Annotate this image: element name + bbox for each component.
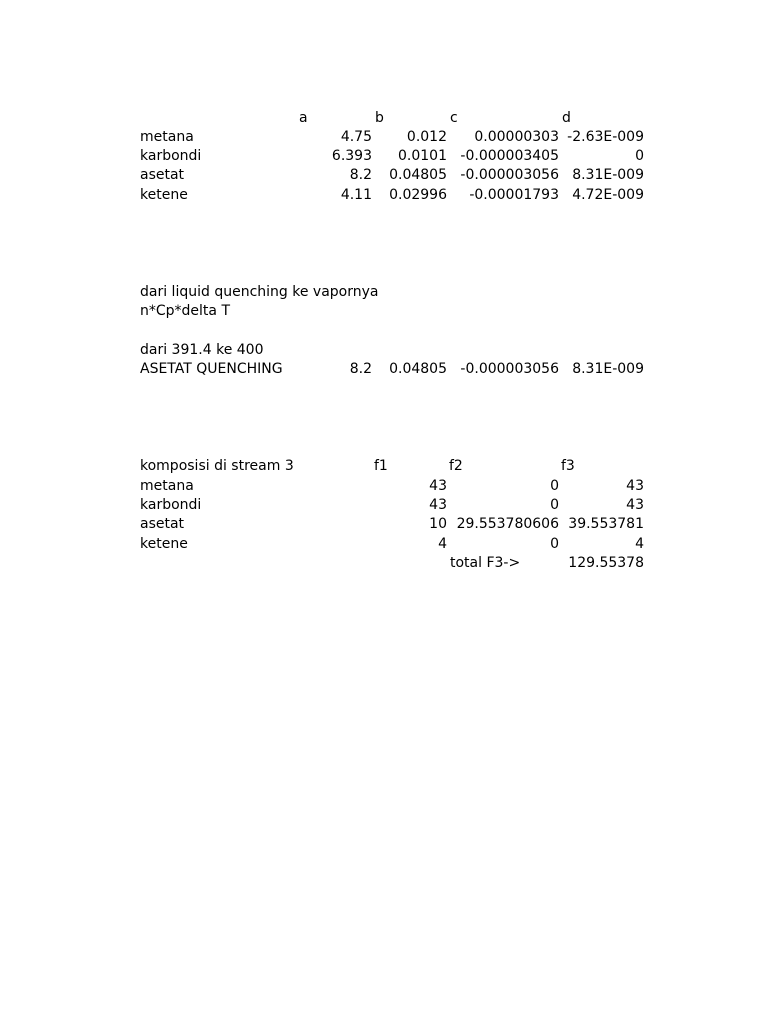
cell-f3: 4	[635, 536, 644, 552]
cell-c: 0.00000303	[474, 129, 559, 145]
note-line-3: dari 391.4 ke 400	[140, 342, 264, 358]
cell-a: 4.11	[340, 187, 372, 203]
header-c: c	[450, 110, 458, 126]
cell-c: -0.000003056	[460, 361, 559, 377]
cell-b: 0.02996	[389, 187, 447, 203]
cell-f3: 43	[626, 497, 644, 513]
cell-f1: 43	[429, 478, 447, 494]
total-label: total F3->	[450, 555, 521, 571]
header-b: b	[375, 110, 384, 126]
row-label: asetat	[140, 516, 185, 532]
cell-b: 0.04805	[389, 361, 447, 377]
row-label: ketene	[140, 536, 188, 552]
cell-b: 0.012	[406, 129, 447, 145]
row-label: ASETAT QUENCHING	[140, 361, 283, 377]
cell-f2: 0	[550, 478, 559, 494]
row-label: karbondi	[140, 148, 202, 164]
header-f2: f2	[449, 458, 463, 474]
cell-a: 8.2	[349, 167, 372, 183]
cell-f1: 4	[438, 536, 447, 552]
cell-b: 0.0101	[398, 148, 447, 164]
header-f1: f1	[374, 458, 388, 474]
row-label: metana	[140, 129, 194, 145]
cell-f3: 43	[626, 478, 644, 494]
row-label: metana	[140, 478, 194, 494]
cell-d: 8.31E-009	[572, 167, 644, 183]
cell-f2: 0	[550, 536, 559, 552]
cell-f2: 29.553780606	[456, 516, 559, 532]
cell-f2: 0	[550, 497, 559, 513]
cell-a: 8.2	[349, 361, 372, 377]
cell-d: -2.63E-009	[567, 129, 644, 145]
cell-d: 4.72E-009	[572, 187, 644, 203]
cell-f3: 39.553781	[568, 516, 644, 532]
cell-a: 6.393	[331, 148, 372, 164]
stream3-title: komposisi di stream 3	[140, 458, 294, 474]
cell-f1: 10	[429, 516, 447, 532]
header-d: d	[562, 110, 571, 126]
cell-b: 0.04805	[389, 167, 447, 183]
cell-d: 8.31E-009	[572, 361, 644, 377]
cell-c: -0.00001793	[469, 187, 559, 203]
cell-c: -0.000003056	[460, 167, 559, 183]
note-line-2: n*Cp*delta T	[140, 303, 230, 319]
cell-c: -0.000003405	[460, 148, 559, 164]
header-a: a	[299, 110, 308, 126]
cell-a: 4.75	[340, 129, 372, 145]
cell-d: 0	[635, 148, 644, 164]
header-f3: f3	[561, 458, 575, 474]
row-label: ketene	[140, 187, 188, 203]
cell-f1: 43	[429, 497, 447, 513]
row-label: karbondi	[140, 497, 202, 513]
total-value: 129.55378	[568, 555, 644, 571]
note-line-1: dari liquid quenching ke vapornya	[140, 284, 379, 300]
row-label: asetat	[140, 167, 185, 183]
